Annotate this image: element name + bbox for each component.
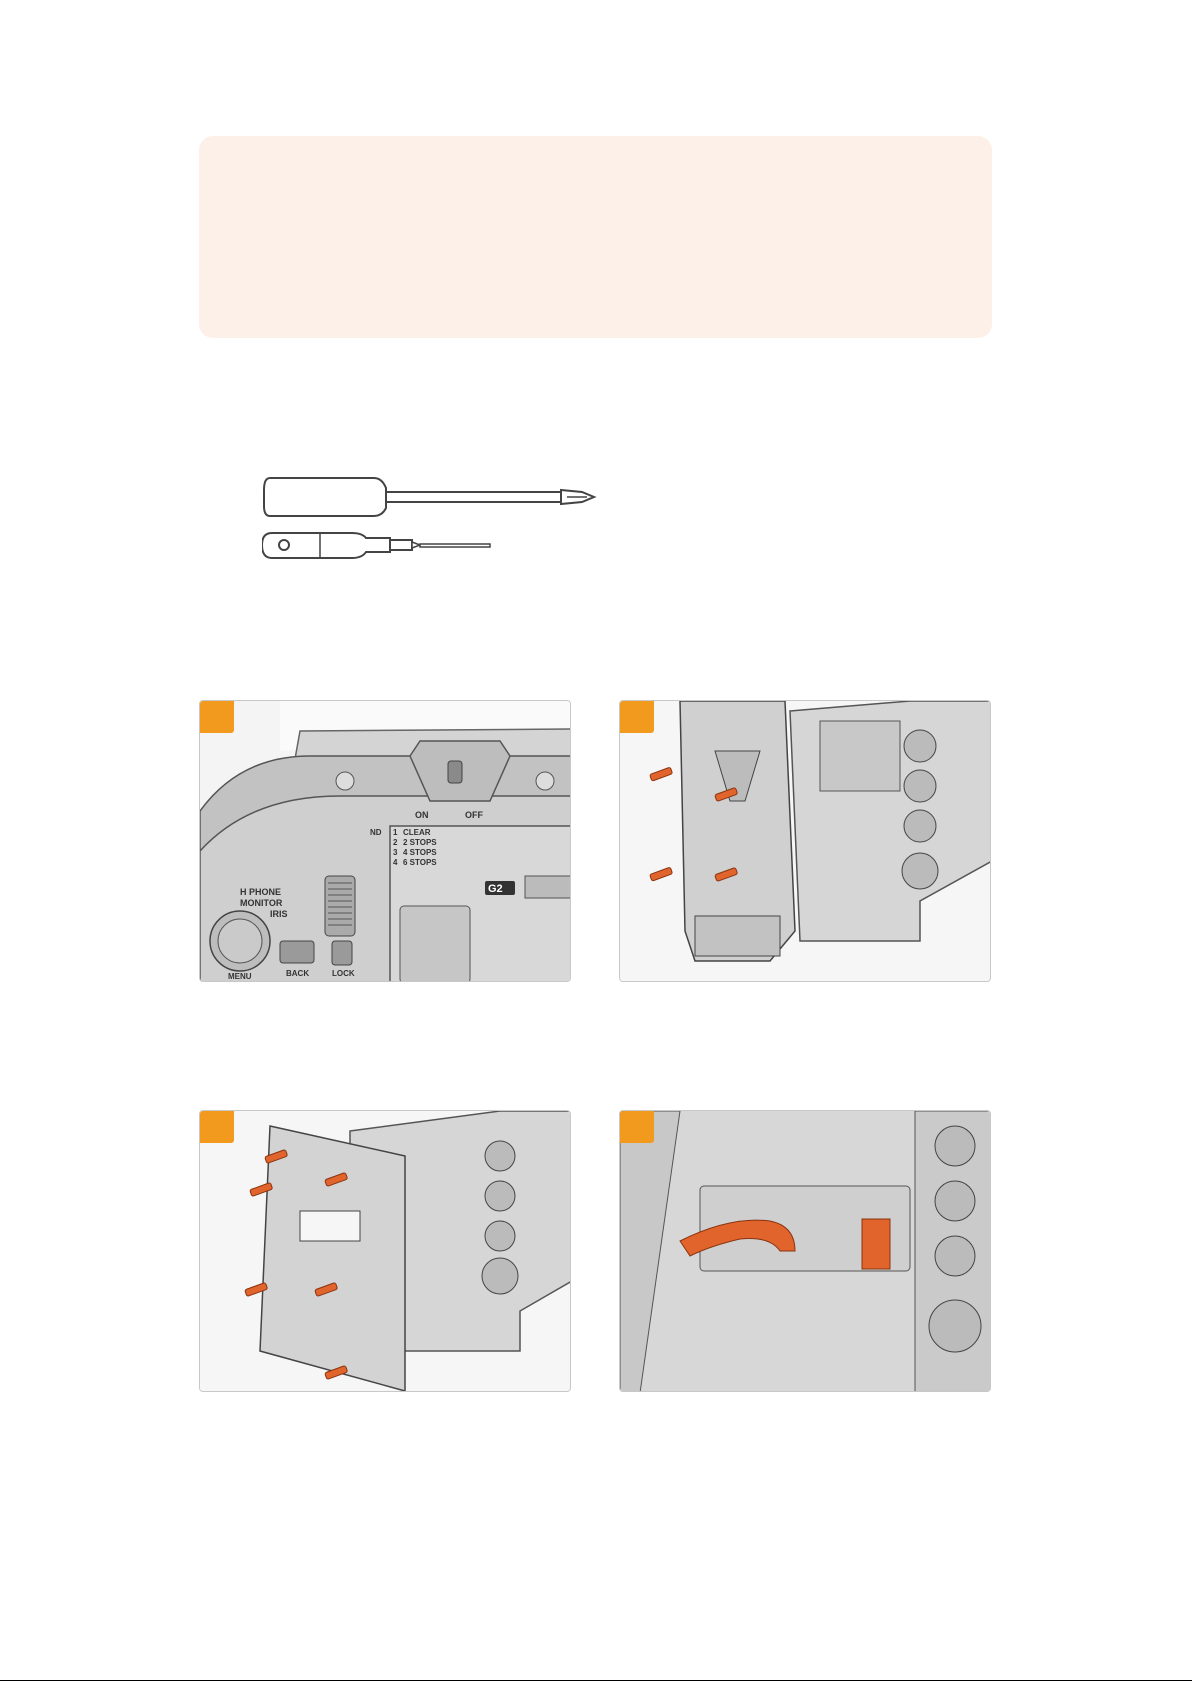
model-badge: G2 xyxy=(488,883,503,895)
iris-label: IRIS xyxy=(270,909,288,919)
step-badge xyxy=(620,1111,654,1143)
footer-rule xyxy=(0,1680,1192,1681)
menu-button-label: MENU xyxy=(228,972,252,981)
step-1-illustration xyxy=(199,700,571,982)
nd-3-label: 4 STOPS xyxy=(403,848,437,857)
step-2-illustration xyxy=(619,700,991,982)
step-badge xyxy=(200,1111,234,1143)
h-phone-label: H PHONE xyxy=(240,887,282,897)
nd-3-number: 3 xyxy=(393,848,398,857)
hex-driver-icon xyxy=(262,533,490,558)
nd-2-number: 2 xyxy=(393,838,398,847)
power-off-label: OFF xyxy=(465,810,483,820)
nd-2-label: 2 STOPS xyxy=(403,838,437,847)
nd-1-label: CLEAR xyxy=(403,828,431,837)
tools-illustration xyxy=(262,470,622,590)
back-button-label: BACK xyxy=(286,969,310,978)
nd-4-number: 4 xyxy=(393,858,398,867)
nd-1-number: 1 xyxy=(393,828,398,837)
monitor-label: MONITOR xyxy=(240,898,283,908)
step-badge xyxy=(620,701,654,733)
step-badge xyxy=(200,701,234,733)
step-4-illustration xyxy=(619,1110,991,1392)
power-on-label: ON xyxy=(415,810,429,820)
phillips-screwdriver-icon xyxy=(264,478,594,516)
nd-4-label: 6 STOPS xyxy=(403,858,437,867)
note-box xyxy=(199,136,992,338)
lock-button-label: LOCK xyxy=(332,969,355,978)
step-3-illustration xyxy=(199,1110,571,1392)
nd-label: ND xyxy=(370,828,382,837)
